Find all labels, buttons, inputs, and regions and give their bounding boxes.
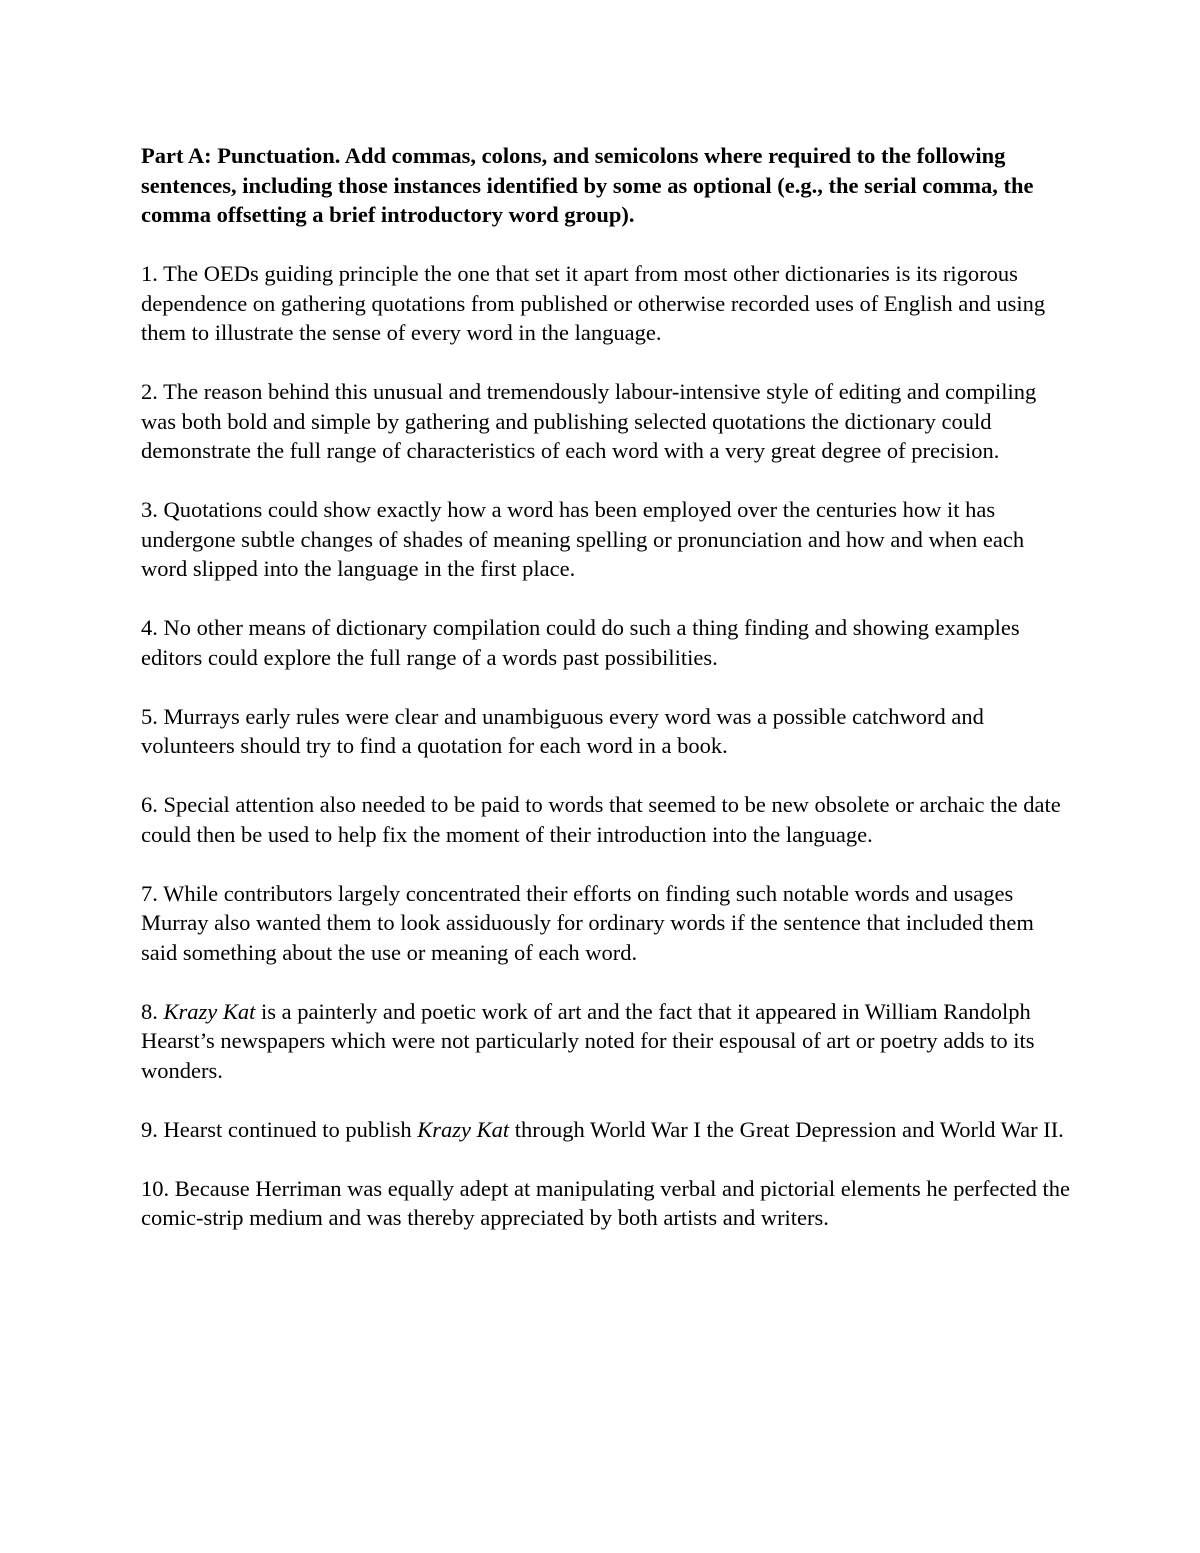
sentence-3: 3. Quotations could show exactly how a word has been employed over the centuries how it has undergone subtle changes of shades of meaning spelling or pronunciation and how and when each word slipped into the language in the first place.: [141, 497, 1025, 581]
sentence-9-title: Krazy Kat: [417, 1116, 510, 1142]
sentence-8: [141, 997, 1071, 1086]
sentence-9-rest: through World War I the Great Depression and World War II.: [509, 1116, 1064, 1142]
sentence-6: 6. Special attention also needed to be paid to words that seemed to be new obsolete or archaic the date could then be used to help fix the moment of their introduction into the language.: [141, 792, 1061, 847]
sentence-1: 1. The OEDs guiding principle the one that set it apart from most other dictionaries is its rigorous dependence on gathering quotations from published or otherwise recorded uses of English and using them to illustrate the sense of every word in the language.: [141, 261, 1046, 345]
part-a-instructions: Part A: Punctuation. Add commas, colons, and semicolons where required to the following sentences, including those instances identified by some as optional (e.g., the serial comma, the comma offsetting a brief introductory word group).: [141, 143, 1034, 227]
sentence-9-prefix: 9. Hearst continued to publish: [141, 1116, 418, 1142]
sentence-8-rest: is a painterly and poetic work of art and the fact that it appeared in William Randolph Hearst’s newspapers which were not particularly noted for their espousal of art or poetry adds to its wonders.: [141, 998, 1035, 1083]
sentence-9: [141, 1115, 1071, 1145]
sentence-2: 2. The reason behind this unusual and tremendously labour-intensive style of editing and compiling was both bold and simple by gathering and publishing selected quotations the dictionary could demonstrate the full range of characteristics of each word with a very great degree of precision.: [141, 379, 1037, 463]
sentence-4: 4. No other means of dictionary compilation could do such a thing finding and showing examples editors could explore the full range of a words past possibilities.: [141, 615, 1020, 670]
sentence-7: 7. While contributors largely concentrated their efforts on finding such notable words and usages Murray also wanted them to look assiduously for ordinary words if the sentence that included them said something about the use or meaning of each word.: [141, 880, 1034, 965]
sentence-8-title: Krazy Kat: [163, 998, 256, 1024]
sentence-8-prefix: 8.: [141, 998, 164, 1024]
document-page: [141, 141, 1071, 1262]
sentence-5: 5. Murrays early rules were clear and unambiguous every word was a possible catchword and volunteers should try to find a quotation for each word in a book.: [141, 703, 984, 758]
sentence-10: 10. Because Herriman was equally adept at manipulating verbal and pictorial elements he perfected the comic-strip medium and was thereby appreciated by both artists and writers.: [141, 1175, 1071, 1230]
